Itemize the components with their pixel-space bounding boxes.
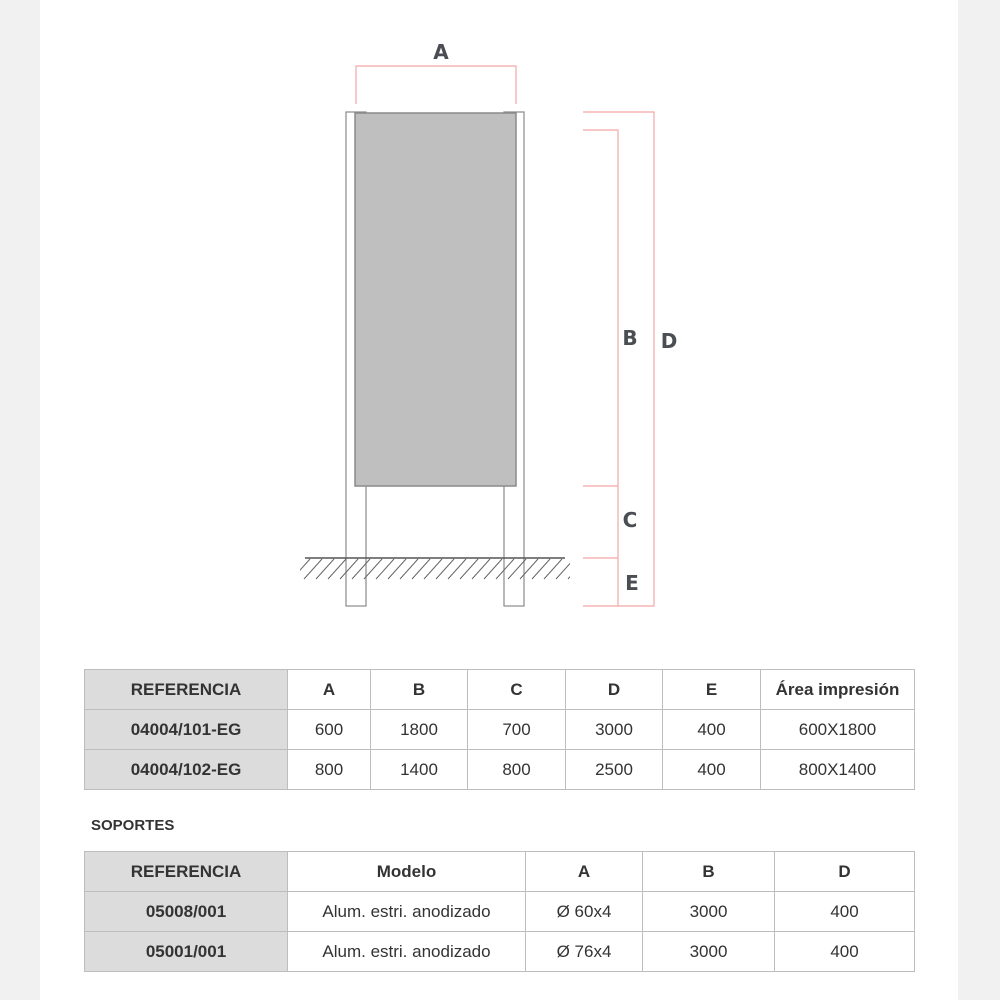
table-row [85,892,915,932]
label-d: D [660,329,678,353]
label-c: C [622,508,638,532]
header-cell: A [526,852,643,892]
cell: 800 [288,750,371,790]
cell: 600X1800 [761,710,915,750]
header-cell: REFERENCIA [85,852,288,892]
cell: 2500 [566,750,663,790]
label-b: B [622,326,638,350]
cell: 3000 [643,892,775,932]
header-cell: B [643,852,775,892]
cell: Alum. estri. anodizado [288,932,526,972]
header-cell: E [663,670,761,710]
cell: 800 [468,750,566,790]
supports-table [84,851,915,972]
label-e: E [625,571,639,595]
cell: Alum. estri. anodizado [288,892,526,932]
header-cell: B [371,670,468,710]
dimension-b-c-e [583,130,618,606]
header-cell: D [566,670,663,710]
cell: 800X1400 [761,750,915,790]
cell: 400 [775,932,915,972]
table-row [85,932,915,972]
table-row [85,710,915,750]
table-row [85,750,915,790]
cell: 700 [468,710,566,750]
cell: 1400 [371,750,468,790]
header-cell: C [468,670,566,710]
product-table [84,669,915,790]
cell: 3000 [643,932,775,972]
cell: 05001/001 [85,932,288,972]
cell: 400 [663,750,761,790]
header-cell: REFERENCIA [85,670,288,710]
dimension-a [356,66,516,104]
cell: 05008/001 [85,892,288,932]
header-cell: A [288,670,371,710]
cell: Ø 60x4 [526,892,643,932]
soportes-heading: SOPORTES [91,817,175,834]
table-header-row [85,670,915,710]
cell: 3000 [566,710,663,750]
cell: 04004/101-EG [85,710,288,750]
label-a: A [433,40,449,64]
cell: 600 [288,710,371,750]
ground-hatch [292,559,586,579]
cell: 1800 [371,710,468,750]
header-cell: D [775,852,915,892]
cell: 400 [663,710,761,750]
hatch-line [568,559,586,579]
cell: Ø 76x4 [526,932,643,972]
cell: 400 [775,892,915,932]
header-cell: Área impresión [761,670,915,710]
print-panel [355,113,516,486]
table-header-row [85,852,915,892]
header-cell: Modelo [288,852,526,892]
cell: 04004/102-EG [85,750,288,790]
